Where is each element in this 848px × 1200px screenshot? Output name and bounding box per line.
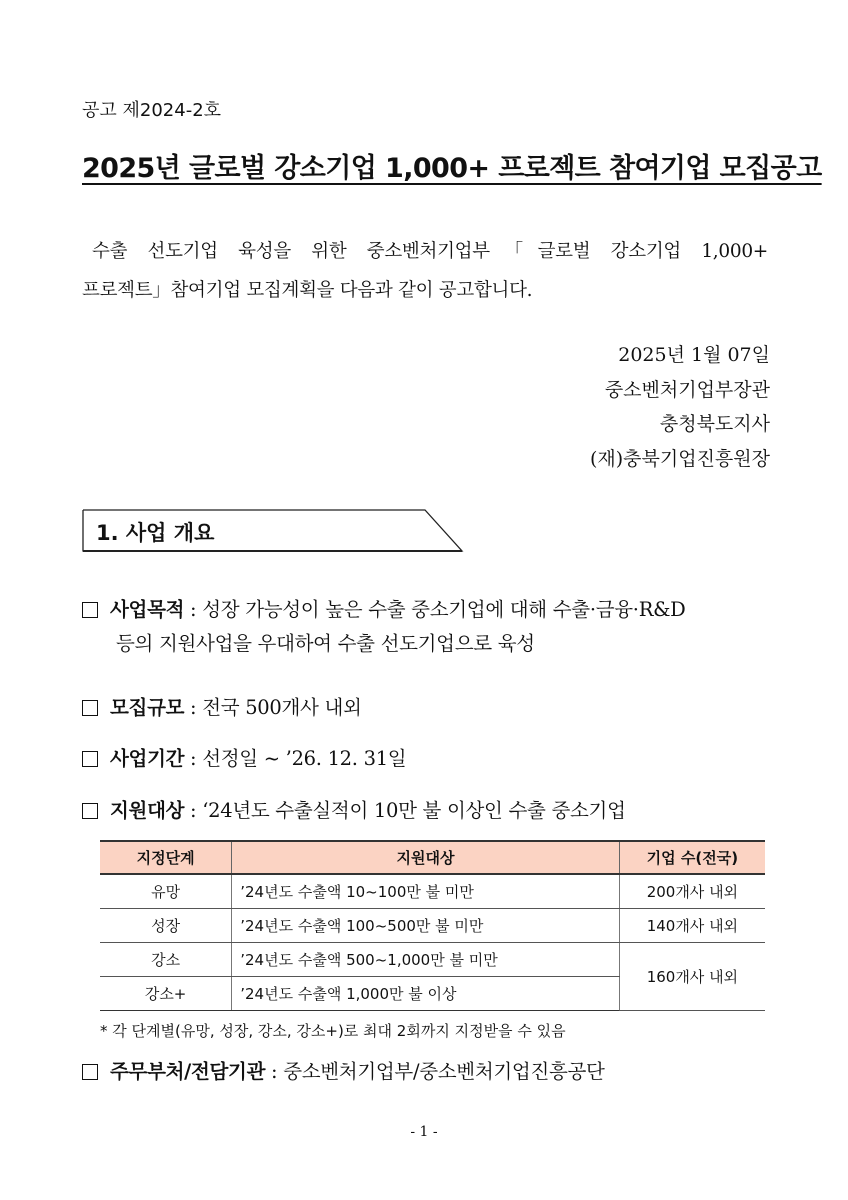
cell-count: 160개사 내외 bbox=[619, 943, 765, 1011]
item-purpose-continuation: 등의 지원사업을 우대하여 수출 선도기업으로 육성 bbox=[116, 632, 535, 655]
cell-stage: 유망 bbox=[100, 874, 232, 909]
checkbox-icon bbox=[82, 803, 98, 819]
item-label: 모집규모 bbox=[110, 696, 185, 719]
item-text: : 선정일 ~ ’26. 12. 31일 bbox=[184, 747, 407, 770]
cell-stage: 강소+ bbox=[100, 977, 232, 1011]
item-ministry bbox=[82, 1056, 605, 1084]
page-title: 2025년 글로벌 강소기업 1,000+ 프로젝트 참여기업 모집공고 bbox=[82, 153, 822, 184]
cell-target: ’24년도 수출액 500~1,000만 불 미만 bbox=[232, 943, 620, 977]
checkbox-icon bbox=[82, 700, 98, 716]
item-label: 사업목적 bbox=[110, 598, 185, 621]
checkbox-icon bbox=[82, 602, 98, 618]
page-number: - 1 - bbox=[410, 1124, 438, 1140]
support-table bbox=[100, 840, 765, 1011]
item-text: : 전국 500개사 내외 bbox=[184, 696, 362, 719]
cell-stage: 강소 bbox=[100, 943, 232, 977]
item-label: 지원대상 bbox=[110, 799, 185, 822]
section-title: 1. 사업 개요 bbox=[96, 521, 215, 545]
table-header-row bbox=[100, 841, 765, 874]
checkbox-icon bbox=[82, 1064, 98, 1080]
section-heading-box bbox=[82, 509, 462, 551]
checkbox-icon bbox=[82, 751, 98, 767]
item-text: : 성장 가능성이 높은 수출 중소기업에 대해 수출·금융·R&D bbox=[184, 598, 686, 621]
cell-stage: 성장 bbox=[100, 909, 232, 943]
table-footnote: * 각 단계별(유망, 성장, 강소, 강소+)로 최대 2회까지 지정받을 수 있음 bbox=[100, 1022, 566, 1040]
table-row bbox=[100, 909, 765, 943]
issuer-agency: (재)충북기업진흥원장 bbox=[589, 447, 770, 470]
item-label: 사업기간 bbox=[110, 747, 185, 770]
item-text: : ‘24년도 수출실적이 10만 불 이상인 수출 중소기업 bbox=[184, 799, 626, 822]
cell-count: 140개사 내외 bbox=[619, 909, 765, 943]
item-text: : 중소벤처기업부/중소벤처기업진흥공단 bbox=[265, 1060, 605, 1083]
item-purpose bbox=[82, 594, 685, 622]
item-scale bbox=[82, 692, 362, 720]
cell-target: ’24년도 수출액 10~100만 불 미만 bbox=[232, 874, 620, 909]
issuer-minister: 중소벤처기업부장관 bbox=[604, 378, 770, 401]
cell-target: ’24년도 수출액 100~500만 불 미만 bbox=[232, 909, 620, 943]
item-period bbox=[82, 743, 406, 771]
cell-count: 200개사 내외 bbox=[619, 874, 765, 909]
issuer-block bbox=[590, 338, 770, 476]
issue-date: 2025년 1월 07일 bbox=[618, 344, 770, 366]
header-target: 지원대상 bbox=[232, 841, 620, 874]
item-label: 주무부처/전담기관 bbox=[110, 1060, 266, 1083]
table-row bbox=[100, 943, 765, 977]
item-target bbox=[82, 795, 626, 823]
table-row bbox=[100, 874, 765, 909]
intro-paragraph bbox=[82, 232, 768, 310]
notice-number: 공고 제2024-2호 bbox=[82, 100, 222, 121]
intro-line-1: 수출 선도기업 육성을 위한 중소벤처기업부「글로벌 강소기업 1,000+ bbox=[92, 241, 768, 262]
header-count: 기업 수(전국) bbox=[619, 841, 765, 874]
header-stage: 지정단계 bbox=[100, 841, 232, 874]
issuer-governor: 충청북도지사 bbox=[659, 413, 770, 435]
intro-line-2: 프로젝트」참여기업 모집계획을 다음과 같이 공고합니다. bbox=[82, 280, 533, 301]
cell-target: ’24년도 수출액 1,000만 불 이상 bbox=[232, 977, 620, 1011]
